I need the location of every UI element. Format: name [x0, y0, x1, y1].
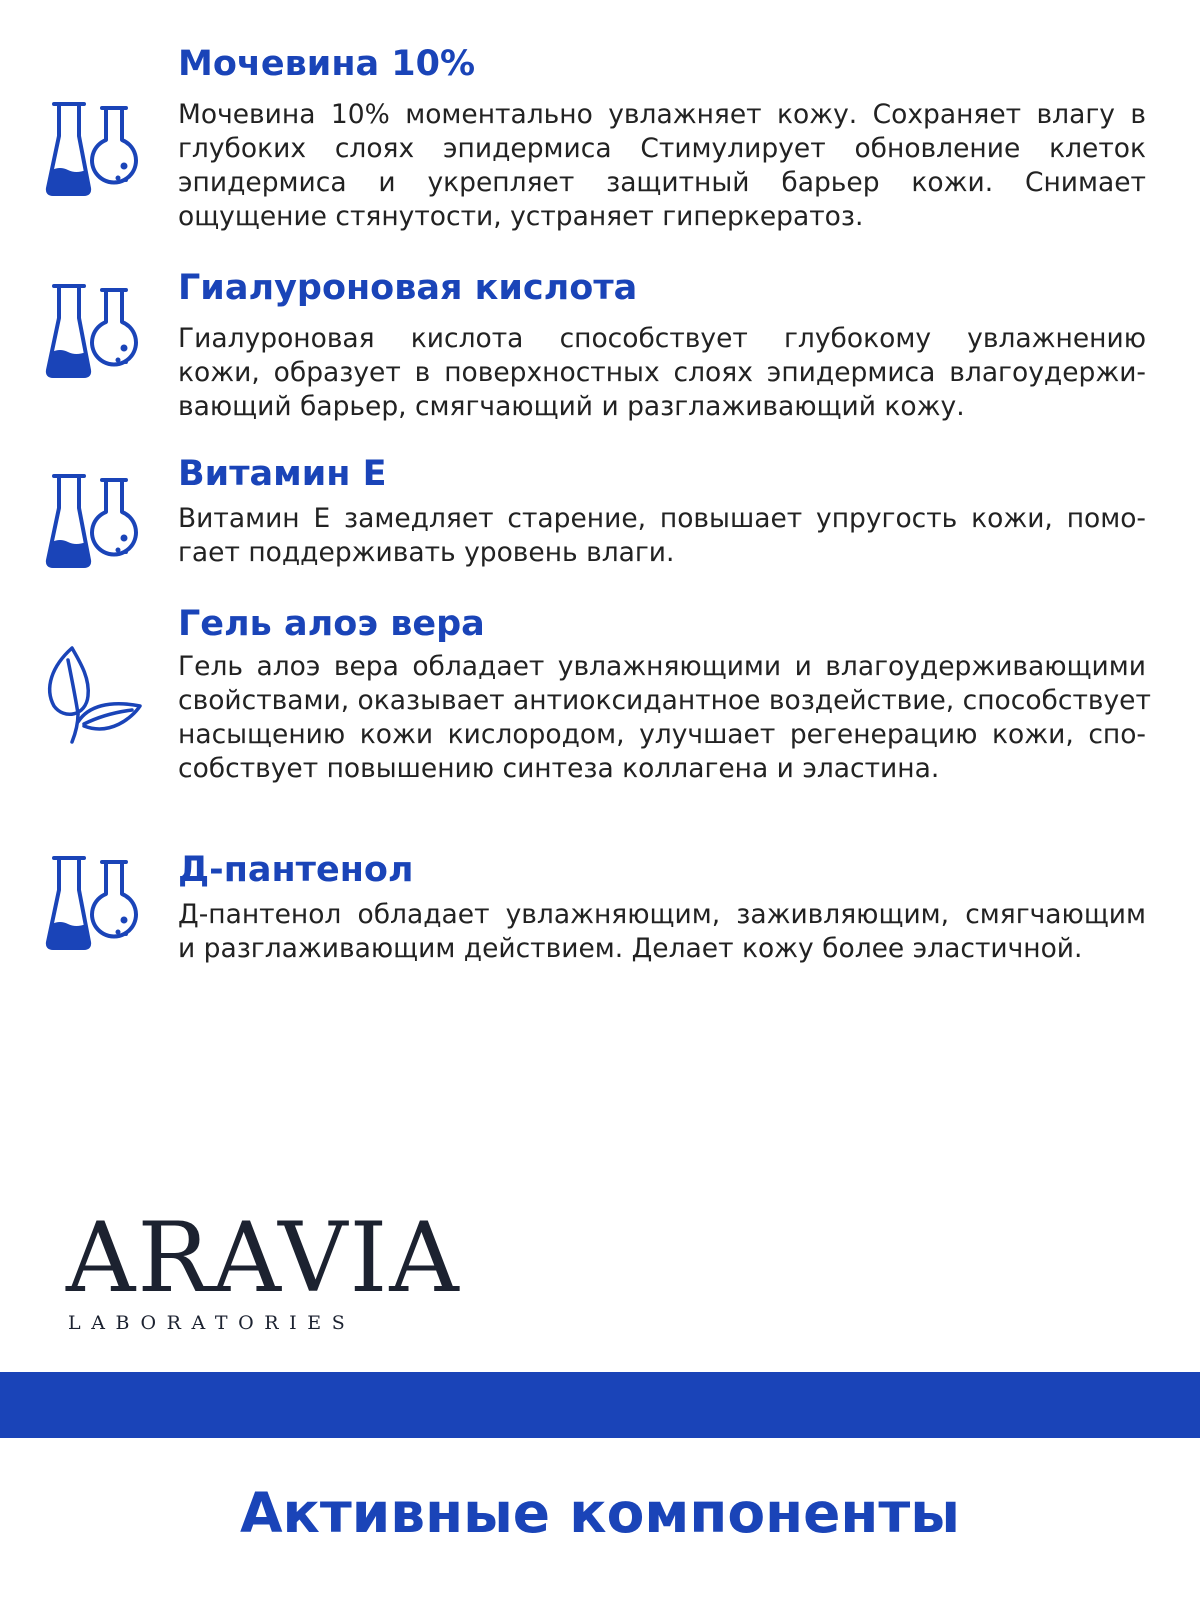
ingredient-description [178, 502, 1146, 570]
description-line: и разглаживающим действием. Делает кожу более эластичной. [178, 933, 1083, 964]
ingredient-description [178, 898, 1146, 966]
ingredient-title: Гель алоэ вера [178, 604, 485, 644]
flasks-icon [44, 470, 144, 570]
ingredient-description [178, 98, 1146, 234]
ingredient-title: Д-пантенол [178, 850, 414, 890]
description-line: Гель алоэ вера обладает увлажняющими и влагоудерживающими [178, 651, 1146, 682]
flasks-icon [44, 852, 144, 952]
description-line: глубоких слоях эпидермиса Стимулирует обновление клеток [178, 133, 1146, 164]
ingredient-title: Витамин Е [178, 454, 387, 494]
description-line: кожи, образует в поверхностных слоях эпидермиса влагоудержи- [178, 357, 1146, 388]
description-line: вающий барьер, смягчающий и разглаживающий кожу. [178, 391, 965, 422]
description-line: Гиалуроновая кислота способствует глубокому увлажнению [178, 323, 1146, 354]
description-line: эпидермиса и укрепляет защитный барьер кожи. Снимает [178, 167, 1146, 198]
divider-band [0, 1372, 1200, 1438]
description-line: свойствами, оказывает антиоксидантное воздействие, способствует [178, 685, 1151, 716]
description-line: собствует повышению синтеза коллагена и эластина. [178, 753, 940, 784]
brand-logo [66, 1202, 461, 1334]
logo-brand: ARAVIA [66, 1202, 461, 1314]
ingredient-title: Гиалуроновая кислота [178, 268, 638, 308]
ingredient-description [178, 322, 1146, 424]
leaf-sprout-icon [44, 644, 144, 744]
logo-subtitle: LABORATORIES [68, 1312, 356, 1334]
page-title: Активные компоненты [239, 1481, 961, 1545]
description-line: ощущение стянутости, устраняет гиперкератоз. [178, 201, 864, 232]
description-line: Витамин Е замедляет старение, повышает упругость кожи, помо- [178, 503, 1146, 534]
flasks-icon [44, 98, 144, 198]
description-line: Мочевина 10% моментально увлажняет кожу. Сохраняет влагу в [178, 99, 1146, 130]
description-line: насыщению кожи кислородом, улучшает регенерацию кожи, спо- [178, 719, 1146, 750]
description-line: Д-пантенол обладает увлажняющим, заживляющим, смягчающим [178, 899, 1146, 930]
ingredient-description [178, 650, 1151, 786]
flasks-icon [44, 280, 144, 380]
description-line: гает поддерживать уровень влаги. [178, 537, 675, 568]
ingredient-title: Мочевина 10% [178, 44, 476, 84]
